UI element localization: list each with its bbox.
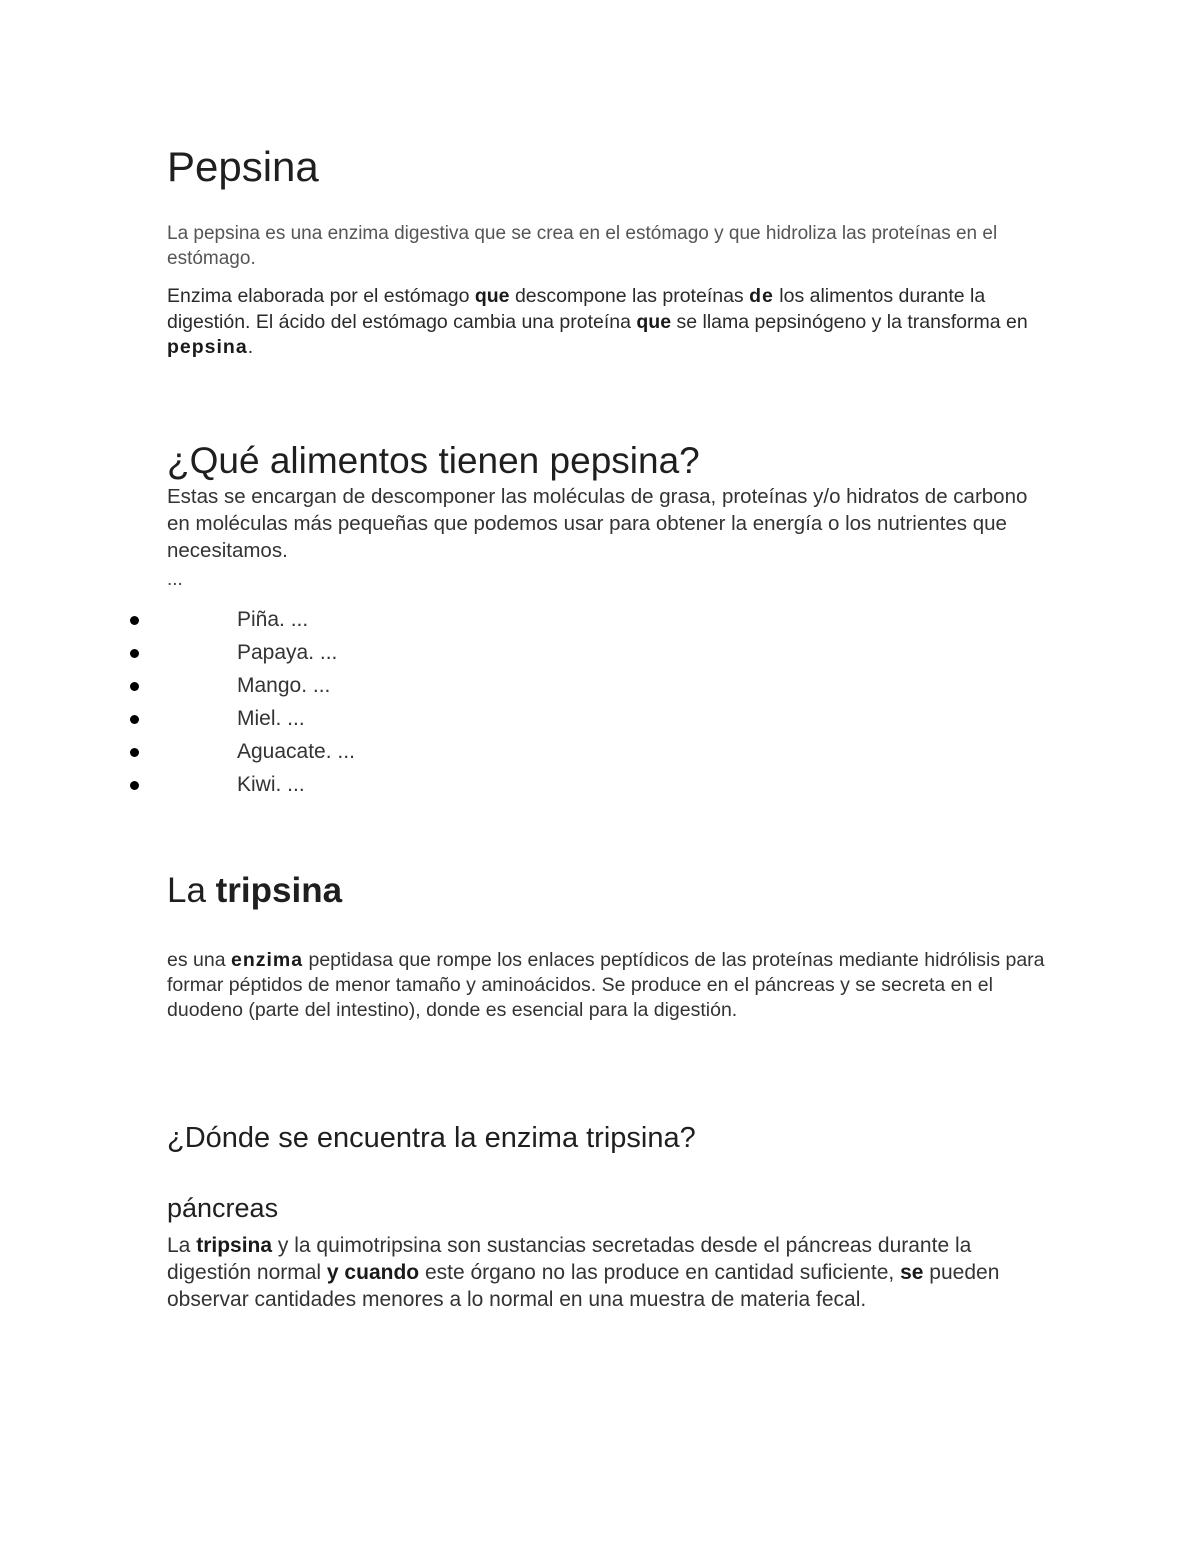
list-item [0, 603, 600, 636]
tripsina-paragraph [167, 948, 1047, 1023]
bold-term: pepsina [167, 336, 248, 358]
list-item [0, 702, 600, 735]
tripsina-heading [167, 869, 1047, 913]
pepsina-title: Pepsina [167, 143, 319, 190]
text-run: La [167, 1234, 197, 1257]
pepsina-definition-paragraph [167, 284, 1047, 361]
alimentos-paragraph: Estas se encargan de descomponer las moléculas de grasa, proteínas y/o hidratos de carbono en moléculas más pequeñas que podemos usar para obtener la energía o los nutrientes que necesitamos. [167, 485, 1028, 562]
list-item [0, 735, 600, 768]
ellipsis-line: ... [167, 569, 183, 590]
text-run: Enzima elaborada por el estómago [167, 285, 475, 307]
food-label: Aguacate. ... [237, 740, 355, 763]
bullet-icon [130, 649, 139, 658]
bullet-icon [130, 781, 139, 790]
text-run: los alimentos durante la digestión. El ácido del estómago cambia una proteína [167, 285, 986, 333]
food-list [0, 603, 600, 801]
bold-term: que [474, 285, 510, 307]
heading-bold-term: tripsina [215, 871, 343, 910]
bold-term: enzima [230, 949, 304, 971]
text-run: es una [167, 949, 231, 971]
bullet-icon [130, 682, 139, 691]
pancreas-paragraph [167, 1232, 1047, 1313]
text-run: . [247, 336, 254, 358]
food-label: Mango. ... [237, 674, 331, 697]
bullet-icon [130, 616, 139, 625]
text-run: pueden observar cantidades menores a lo normal en una muestra de materia fecal. [167, 1261, 1000, 1311]
list-item [0, 669, 600, 702]
bold-term: tripsina [196, 1234, 273, 1257]
text-run: se llama pepsinógeno y la transforma en [671, 310, 1028, 333]
list-item [0, 768, 600, 801]
bold-term: que [636, 310, 672, 333]
bold-term: se [900, 1261, 924, 1284]
food-label: Kiwi. ... [237, 773, 305, 796]
pepsina-intro-paragraph: La pepsina es una enzima digestiva que se crea en el estómago y que hidroliza las proteínas en el estómago. [167, 223, 998, 269]
bullet-icon [130, 715, 139, 724]
food-label: Miel. ... [237, 707, 305, 730]
donde-heading: ¿Dónde se encuentra la enzima tripsina? [167, 1122, 696, 1154]
heading-prefix: La [167, 871, 216, 910]
food-label: Papaya. ... [237, 641, 338, 664]
alimentos-heading: ¿Qué alimentos tienen pepsina? [167, 440, 700, 481]
text-run: peptidasa que rompe los enlaces peptídicos de las proteínas mediante hidrólisis para formar péptidos de menor tamaño y aminoácidos. Se produce en el páncreas y se secreta en el duodeno (parte del intestino), donde es esencial para la digestión. [167, 949, 1045, 1021]
bold-term: de [749, 285, 774, 307]
text-run: y la quimotripsina son sustancias secretadas desde el páncreas durante la digestión normal [167, 1234, 972, 1284]
food-label: Piña. ... [237, 608, 309, 631]
bold-term: y cuando [326, 1261, 420, 1284]
list-item [0, 636, 600, 669]
text-run: este órgano no las produce en cantidad suficiente, [419, 1261, 901, 1284]
pancreas-subheading: páncreas [167, 1193, 279, 1223]
bullet-icon [130, 748, 139, 757]
text-run: descompone las proteínas [509, 285, 750, 307]
